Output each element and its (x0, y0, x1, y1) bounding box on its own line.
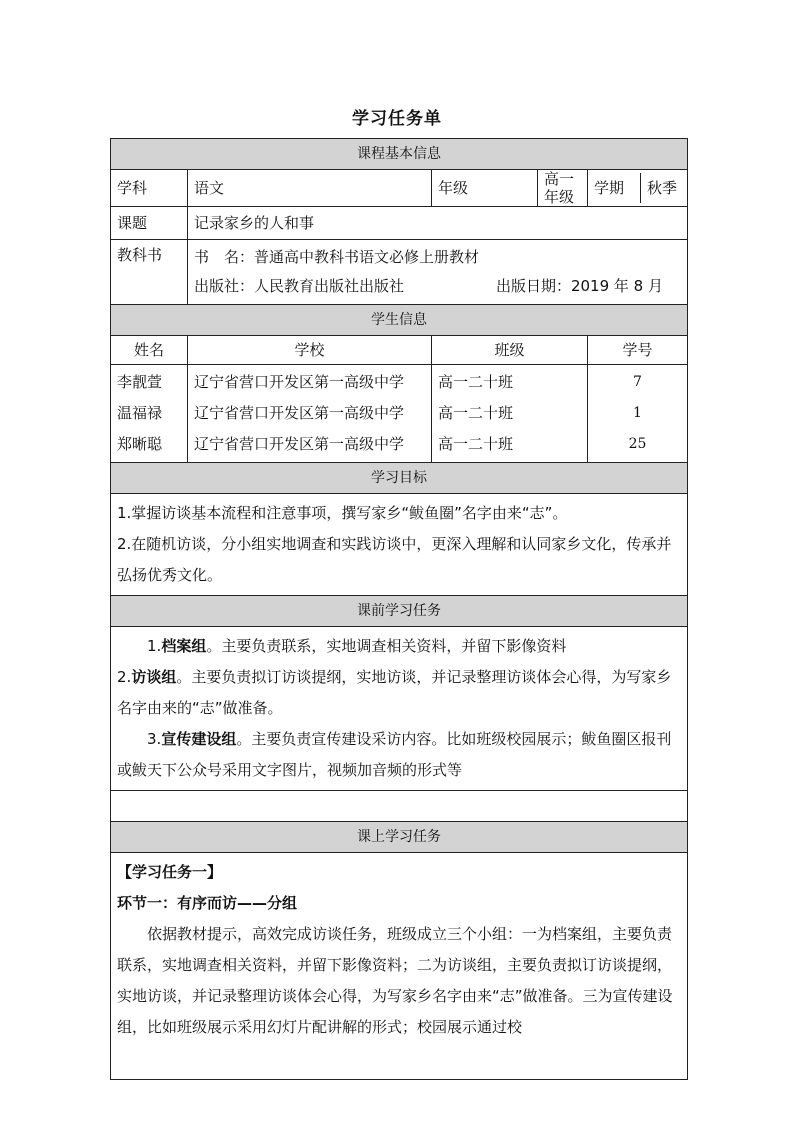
pub-date: 出版日期：2019 年 8 月 (495, 277, 663, 295)
topic-value: 记录家乡的人和事 (188, 207, 688, 240)
in-class-header: 课上学习任务 (111, 822, 688, 853)
in-class-content (117, 857, 681, 1075)
pre-task-group: 档案组 (161, 637, 207, 655)
student-name: 李靓萱 (117, 373, 163, 391)
textbook-info (188, 240, 688, 305)
student-cells-school (188, 365, 432, 463)
term-cell (588, 170, 688, 207)
pre-task-item: 1.档案组。主要负责联系，实地调查相关资料，并留下影像资料 (147, 637, 567, 655)
pre-task-group: 宣传建设组 (161, 730, 237, 748)
student-school: 辽宁省营口开发区第一高级中学 (194, 373, 405, 391)
student-name: 温福禄 (117, 404, 163, 422)
student-class: 高一二十班 (438, 435, 514, 453)
task-sheet-table (110, 138, 688, 1080)
in-class-body (111, 853, 688, 1080)
pre-tasks-body (111, 627, 688, 791)
blank-row (111, 791, 688, 822)
subject-value: 语文 (188, 170, 432, 207)
task-title: 【学习任务一】 (117, 863, 223, 881)
student-class: 高一二十班 (438, 373, 514, 391)
subject-label: 学科 (111, 170, 188, 207)
student-info-header: 学生信息 (111, 305, 688, 336)
pre-task-item: 3.宣传建设组。主要负责宣传建设采访内容。比如班级校园展示；鲅鱼圈区报刊或鲅天下公众号采用文字图片，视频加音频的形式等 (117, 730, 672, 779)
term-label: 学期 (588, 173, 641, 203)
goals-header: 学习目标 (111, 463, 688, 494)
col-name: 姓名 (111, 336, 188, 365)
pre-tasks-header: 课前学习任务 (111, 596, 688, 627)
student-cells-class (432, 365, 588, 463)
student-id: 7 (633, 374, 642, 390)
student-cells-id (588, 365, 688, 463)
task-paragraph: 依据教材提示，高效完成访谈任务，班级成立三个小组：一为档案组，主要负责联系，实地调查相关资料，并留下影像资料；二为访谈组，主要负责拟订访谈提纲，实地访谈，并记录整理访谈体会心得，为写家乡名字由来“志”做准备。三为宣传建设组，比如班级展示采用幻灯片配讲解的形式；校园展示通过校 (117, 925, 673, 1036)
student-id: 25 (628, 436, 647, 452)
student-school: 辽宁省营口开发区第一高级中学 (194, 435, 405, 453)
goal-item: 2.在随机访谈，分小组实地调查和实践访谈中，更深入理解和认同家乡文化，传承并弘扬优秀文化。 (117, 535, 672, 584)
student-school: 辽宁省营口开发区第一高级中学 (194, 404, 405, 422)
grade-value: 高一年级 (538, 170, 588, 207)
col-school: 学校 (188, 336, 432, 365)
student-id: 1 (633, 405, 642, 421)
textbook-label: 教科书 (111, 240, 188, 305)
student-name: 郑晰聪 (117, 435, 163, 453)
goals-body (111, 494, 688, 596)
grade-label: 年级 (432, 170, 538, 207)
course-info-header: 课程基本信息 (111, 139, 688, 170)
document-title: 学习任务单 (352, 109, 442, 129)
col-class: 班级 (432, 336, 588, 365)
topic-label: 课题 (111, 207, 188, 240)
book-name: 书 名：普通高中教科书语文必修上册教材 (194, 248, 480, 266)
pre-task-item: 2.访谈组。主要负责拟订访谈提纲，实地访谈，并记录整理访谈体会心得，为写家乡名字由来的“志”做准备。 (117, 668, 672, 717)
student-class: 高一二十班 (438, 404, 514, 422)
step-title: 环节一：有序而访——分组 (117, 894, 298, 912)
publisher: 出版社：人民教育出版社出版社 (194, 277, 405, 295)
pre-task-group: 访谈组 (131, 668, 177, 686)
goal-item: 1.掌握访谈基本流程和注意事项，撰写家乡“鲅鱼圈”名字由来“志”。 (117, 504, 568, 522)
student-cells-name (111, 365, 188, 463)
col-id: 学号 (588, 336, 688, 365)
publisher-line (194, 272, 681, 301)
term-value: 秋季 (647, 179, 678, 197)
